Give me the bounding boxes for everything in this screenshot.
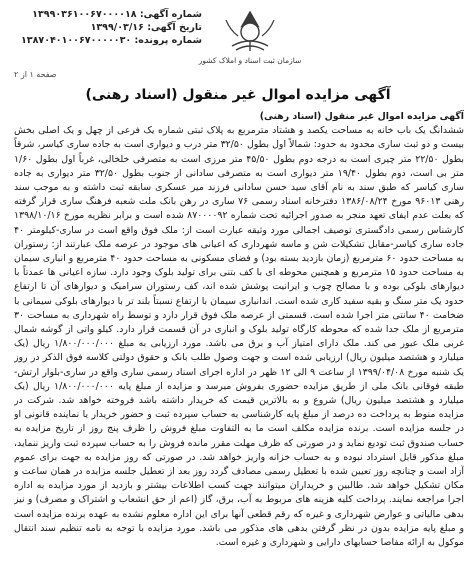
organization-logo <box>200 6 300 76</box>
page-number: صفحه ۱ از ۲ <box>14 70 57 79</box>
ad-number-row <box>12 8 202 21</box>
organization-name: سازمان ثبت اسناد و املاک کشور <box>198 56 302 65</box>
ad-date-label: تاریخ آگهی: <box>147 22 202 33</box>
ad-date-value: ۱۳۹۹/۰۳/۱۶ <box>90 22 144 33</box>
ad-number-value: ۱۳۹۹۰۳۶۱۰۰۶۷۰۰۰۰۱۸ <box>32 9 137 20</box>
file-number-row <box>12 34 202 47</box>
file-number-value: ۱۳۸۷۰۴۰۱۰۰۶۷۰۰۰۰۰۳۰ <box>21 35 132 46</box>
ad-date-row <box>12 21 202 34</box>
document-title: آگهی مزایده اموال غیر منقول (اسناد رهنی) <box>85 87 391 103</box>
file-number-label: شماره پرونده: <box>134 35 202 46</box>
document-body <box>14 110 464 570</box>
body-text: ششدانگ یک باب خانه به مساحت یکصد و هشتاد مترمربع به پلاک ثبتی شماره یک فرعی از چهل و یک اصلی بخش بیست و دو ثبت ساری محدود به حدود: شمالاً اول بطول ۳۲/۵۰ متر درب و دیواری است به جاده ساری کیاسر، شرقاً بطول ۲۲/۵۰ متر چیری است به درجه دوم بطول ۴۵/۵۰ متر مرزی است به متصرفی خلخالی، غرباً اول بطول ۱/۶۰ متر بی است، دوم بطول ۱۹/۴۰ متر دیواری است به متصرفی سادانی از جنوب بطول ۳۲/۵۰ متر دیواری به جاده ساری کیاسر که طبق سند به نام آقای سید حسن سادانی فرزند میر عسکری سابقه ثبت داشته و به موجب سند رهنی ۹۶۰۱۳ مورخ ۱۳۸۶/۰۸/۲۴ دفترخانه اسناد رسمی ۷۶ ساری در رهن بانک ملت شعبه فرهنگ ساری قرار گرفته که بعلت عدم ایفای تعهد منجر به صدور اجرائیه تحت شماره ۸۷۰۰۰۰۹۲ شده است و برابر نظریه مورخ ۱۳۹۸/۱۰/۱۶ کارشناس رسمی دادگستری توصیف اجمالی مورد وثیقه عبارت است از: ملک فوق واقع است در ساری-کیلومتر ۴۰ جاده ساری کیاسر-مقابل تشکیلات شن و ماسه شهرداری که اعیانی های موجود در عرصه ملک عبارتند از: رستوران به مساحت حدود ۶۰ مترمربع (زمان بازدید بسته بود) و فضای مسکونی به مساحت حدود ۴۰ مترمربع و انباری سیمان به مساحت حدود ۱۵ مترمربع و همچنین محوطه ای با کف بتنی برای تولید بلوک وجود دارد. سازه اعیانی ها عمدتاً با دیوارهای بلوکی بوده و با مصالح چوب و ایرانیت پوشش شده اند، کف رستوران سرامیک و دیوارهای آن تا ارتفاع حدود یک متر سنگ و بقیه سفید کاری شده است. اندانباری سیمان با ارتفاع نسبتاً بلند تر با دیوارهای بلوکی سیمانی با ضخامت ۴۰ سانتی متر اجرا شده است. قسمتی از عرصه ملک فوق قرار دارد و توسط راه شهرداری به مساحت ۳۰ مترمربع از ملک جدا شده که محوطه کارگاه تولید بلوک و انباری در آن قسمت قرار دارد. کیلو واتی از گوشه شمال غربی ملک عبور می کند. ملک دارای امتیاز آب و برق می باشد. مورد ارزیابی به مبلغ ۱/۸۰۰/۰۰۰/۰۰۰ ریال (یک میلیارد و هشتصد میلیون ریال) ارزیابی شده است و جهت وصول طلب بانک و حقوق دولتی کلاسه فوق الذکر در روز یک شنبه مورخ ۱۳۹۹/۰۴/۰۸ از ساعت ۹ الی ۱۲ ظهر در اداره اجرای اسناد رسمی ساری واقع در ساری-بلوار ارتش-طبقه فوقانی بانک ملی از طریق مزایده حضوری بفروش میرسد و مزایده از مبلغ پایه ۱/۸۰۰/۰۰۰/۰۰۰ ریال (یک میلیارد و هشتصد میلیون ریال) شروع و به بالاترین قیمت که خریدار داشته باشد فروخته خواهد شد. شرکت در مزایده منوط به پرداخت ده درصد از مبلغ پایه کارشناسی به حساب سپرده ثبت و حضور خریدار یا نماینده قانونی او در جلسه مزایده است. برنده مزایده مکلف است ما به التفاوت مبلغ فروش را ظرف پنج روز از تاریخ مزایده به حساب صندوق ثبت تودیع نماید و در صورتی که ظرف مهلت مقرر مانده فروش را به حساب سپرده ثبت واریز ننماید، مبلغ مذکور قابل استرداد نبوده و به حساب خزانه واریز خواهد شد. در صورتی که روز مزایده به جهت برای عموم آزاد است و چنانچه روز تعیین شده با تعطیل رسمی مصادف گردد روز بعد از تعطیل جلسه مزایده در همان ساعت و مکان تشکیل خواهد شد. طالبین و خریداران میتوانند جهت کسب اطلاعات بیشتر و بازدید از مورد مزایده به اداره اجرا مراجعه نمایند. پرداخت کلیه هزینه های مربوط به آب، برق، گاز (اعم از حق انشعاب و اشتراک و مصرف) و نیز بدهی مالیاتی و عوارض شهرداری و غیره که رقم قطعی آنها برای این اداره معلوم نشده به عهده برنده مزایده است و مبلغ پایه مزایده بدون در نظر گرفتن بدهی های مذکور می باشد. مورد مزایده با توجه به نامه تنظیم سند انتقال موکول به ارائه مفاصا حسابهای دارایی و شهرداری و غیره است. <box>14 125 464 549</box>
document-meta <box>12 8 202 47</box>
ad-number-label: شماره آگهی: <box>139 9 202 20</box>
emblem-icon <box>200 6 300 56</box>
body-lead: آگهی مزایده اموال غیر منقول (اسناد رهنی) <box>259 111 464 122</box>
